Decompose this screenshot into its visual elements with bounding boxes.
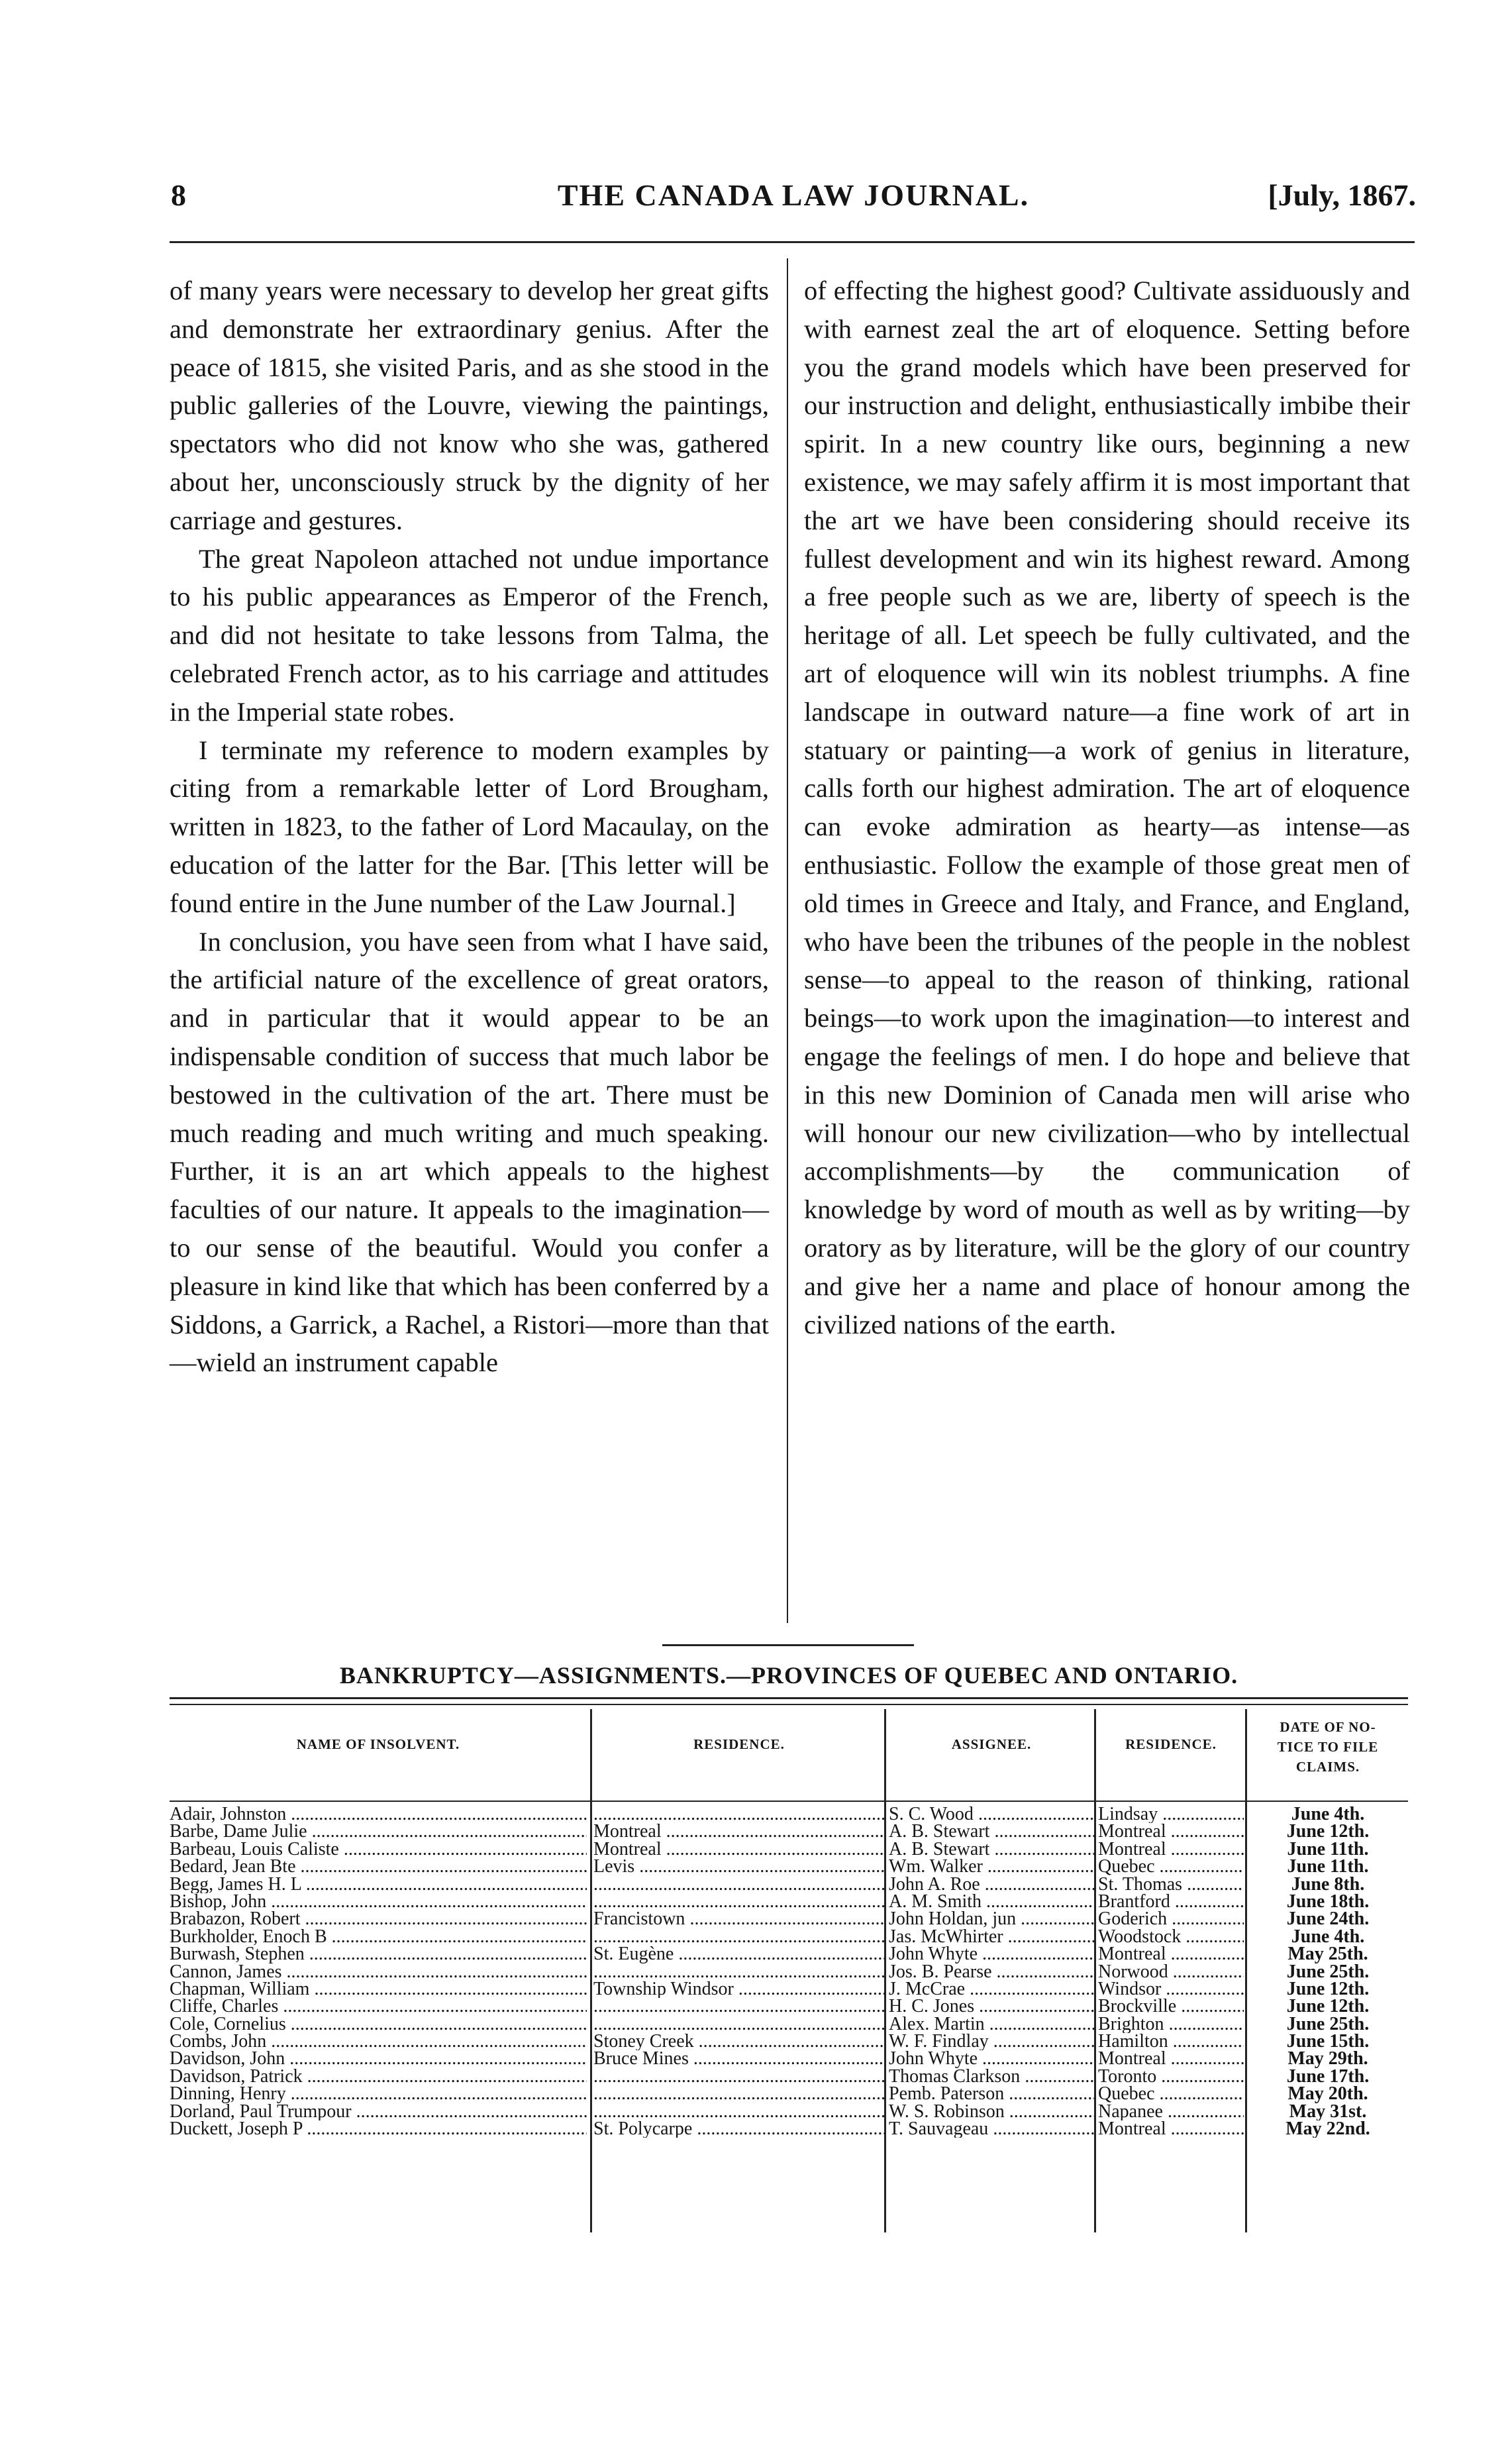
page-number: 8 [171,178,186,212]
residence: Stoney Creek ..... [593,2033,885,2050]
assignee-residence: Montreal ..... [1098,1841,1244,1858]
claim-date: June 25th. [1286,1963,1370,1981]
assignee: Thomas Clarkson ..... [889,2068,1094,2085]
insolvent-name: Adair, Johnston ..... [170,1806,587,1823]
insolvent-name: Dorland, Paul Trumpour ..... [170,2103,587,2120]
assignee: A. M. Smith ..... [889,1893,1094,1910]
paragraph: of effecting the highest good? Cultivate assiduously and with earnest zeal the art of eloquence. Setting before you the grand models which have been preserved for our instruction and delight, enthusiastically imbibe their spirit. In a new country like ours, beginning a new existence, we may safely affirm it is most important that the art we have been considering should receive its fullest development and win its highest reward. Among a free people such as we are, liberty of speech is the heritage of all. Let speech be fully cultivated, and the art of eloquence will win its noblest triumphs. A fine landscape in outward nature—a fine work of art in statuary or painting—a work of genius in literature, calls forth our highest admiration. The art of eloquence can evoke admiration as hearty—as intense—as enthusiastic. Follow the example of those great men of old times in Greece and Italy, and France, and England, who have been the tribunes of the people in the noblest sense—to appeal to the reason of thinking, rational beings—to work upon the imagination—to interest and engage the feelings of men. I do hope and believe that in this new Dominion of Canada men will arise who will honour our new civilization—who by intellectual accomplishments—by the communication of knowledge by word of mouth as well as by writing—by oratory as by literature, will be the glory of our country and give her a name and place of honour among the civilized nations of the earth. [804,276,1410,1339]
assignee: A. B. Stewart ..... [889,1823,1094,1840]
assignee: John Holdan, jun ..... [889,1910,1094,1928]
table-top-rule [170,1704,1408,1705]
residence [593,1806,885,1823]
assignee: A. B. Stewart ..... [889,1841,1094,1858]
residence: Levis ..... [593,1858,885,1875]
header-name: NAME OF INSOLVENT. [296,1736,460,1752]
issue-date: [July, 1867. [1268,178,1416,212]
header-rule [170,241,1415,243]
assignee: Pemb. Paterson ..... [889,2085,1094,2103]
residence: St. Eugène ..... [593,1946,885,1963]
residence: Bruce Mines ..... [593,2050,885,2067]
assignee-residence: Goderich ..... [1098,1910,1244,1928]
paragraph: In conclusion, you have seen from what I have said, the artificial nature of the excellence of great orators, and in particular that it would appear to be an indispensable condition of success that much labor be bestowed in the cultivation of the art. There must be much reading and much writing and much speaking. Further, it is an art which appeals to the highest faculties of our nature. It appeals to the imagination—to our sense of the beautiful. Would you confer a pleasure in kind like that which has been conferred by a Siddons, a Garrick, a Rachel, a Ristori—more than that—wield an instrument capable [170,926,769,1378]
assignee-residence: Woodstock ..... [1098,1928,1244,1946]
header-assignee-residence: RESIDENCE. [1125,1736,1217,1752]
claim-date: June 11th. [1287,1858,1369,1876]
claim-date: May 25th. [1287,1946,1368,1963]
residence [593,1876,885,1893]
insolvent-name: Cliffe, Charles ..... [170,1998,587,2015]
residence [593,2068,885,2085]
claim-date: May 22nd. [1285,2120,1370,2138]
assignee-residence: Brighton ..... [1098,2016,1244,2033]
claim-date: May 31st. [1289,2103,1367,2121]
claim-date: May 29th. [1287,2050,1368,2068]
residence [593,1928,885,1946]
table-row [170,1963,1408,1981]
assignee: S. C. Wood ..... [889,1806,1094,1823]
insolvent-name: Chapman, William ..... [170,1981,587,1998]
right-column [804,272,1410,1343]
residence: Township Windsor ..... [593,1981,885,1998]
assignee: J. McCrae ..... [889,1981,1094,1998]
table-header [170,1716,1408,1802]
claim-date: June 18th. [1286,1893,1370,1911]
table-row [170,2103,1408,2120]
assignee: Wm. Walker ..... [889,1858,1094,1875]
paragraph: I terminate my reference to modern examples by citing from a remarkable letter of Lord Brougham, written in 1823, to the father of Lord Macaulay, on the education of the latter for the Bar. [This letter will be found entire in the June number of the Law Journal.] [170,735,769,918]
assignee-residence: Montreal ..... [1098,1946,1244,1963]
insolvent-name: Cannon, James ..... [170,1963,587,1981]
claim-date: June 17th. [1286,2067,1370,2086]
insolvent-name: Brabazon, Robert ..... [170,1910,587,1928]
residence [593,1893,885,1910]
claim-date: June 8th. [1291,1875,1365,1893]
table-row [170,1928,1408,1946]
table-row [170,1981,1408,1998]
column-divider [787,258,788,1623]
assignee: W. F. Findlay ..... [889,2033,1094,2050]
table-row [170,1841,1408,1858]
table-row [170,1893,1408,1910]
assignee-residence: Montreal ..... [1098,2120,1244,2138]
header-date-line2: TICE TO FILE [1277,1739,1379,1755]
assignee-residence: Napanee ..... [1098,2103,1244,2120]
assignee: John A. Roe ..... [889,1876,1094,1893]
insolvent-name: Davidson, John ..... [170,2050,587,2067]
claim-date: June 4th. [1291,1806,1365,1824]
insolvent-name: Davidson, Patrick ..... [170,2068,587,2085]
claim-date: June 11th. [1287,1840,1369,1859]
paragraph: The great Napoleon attached not undue importance to his public appearances as Emperor of the French, and did not hesitate to take lessons from Talma, the celebrated French actor, as to his carriage and attitudes in the Imperial state robes. [170,543,769,727]
assignee: John Whyte ..... [889,2050,1094,2067]
claim-date: June 12th. [1286,1823,1370,1841]
assignee-residence: Norwood ..... [1098,1963,1244,1981]
table-row [170,2016,1408,2033]
table-row [170,2085,1408,2103]
insolvent-name: Barbe, Dame Julie ..... [170,1823,587,1840]
assignee-residence: Toronto ..... [1098,2068,1244,2085]
assignee: W. S. Robinson ..... [889,2103,1094,2120]
assignee-residence: Quebec ..... [1098,1858,1244,1875]
assignee: Alex. Martin ..... [889,2016,1094,2033]
insolvent-name: Cole, Cornelius ..... [170,2016,587,2033]
table-row [170,1858,1408,1875]
residence [593,2016,885,2033]
insolvent-name: Dinning, Henry ..... [170,2085,587,2103]
claim-date: June 15th. [1286,2033,1370,2051]
residence: Francistown ..... [593,1910,885,1928]
table-row [170,1823,1408,1840]
table-row [170,1946,1408,1963]
assignee-residence: Montreal ..... [1098,2050,1244,2067]
table-body [170,1806,1408,2138]
table-row [170,1998,1408,2015]
residence: Montreal ..... [593,1841,885,1858]
left-column [170,272,769,1382]
assignee-residence: Quebec ..... [1098,2085,1244,2103]
journal-title: THE CANADA LAW JOURNAL. [557,178,1030,212]
residence [593,1963,885,1981]
paragraph: of many years were necessary to develop her great gifts and demonstrate her extraordinary genius. After the peace of 1815, she visited Paris, and as she stood in the public galleries of the Louvre, viewing the paintings, spectators who did not know who she was, gathered about her, unconsciously struck by the dignity of her carriage and gestures. [170,276,769,535]
assignee-residence: St. Thomas ..... [1098,1876,1244,1893]
assignee: John Whyte ..... [889,1946,1094,1963]
assignee: Jos. B. Pearse ..... [889,1963,1094,1981]
claim-date: June 12th. [1286,1980,1370,1999]
claim-date: June 4th. [1291,1928,1365,1946]
header-residence: RESIDENCE. [693,1736,785,1752]
insolvent-name: Bishop, John ..... [170,1893,587,1910]
assignee: T. Sauvageau ..... [889,2120,1094,2138]
assignee-residence: Windsor ..... [1098,1981,1244,1998]
insolvent-name: Burwash, Stephen ..... [170,1946,587,1963]
header-assignee: ASSIGNEE. [951,1736,1032,1752]
table-row [170,1910,1408,1928]
insolvent-name: Begg, James H. L ..... [170,1876,587,1893]
page-header [171,178,1416,224]
table-row [170,2033,1408,2050]
table-row [170,2120,1408,2138]
assignee-residence: Hamilton ..... [1098,2033,1244,2050]
claim-date: June 25th. [1286,2015,1370,2034]
residence [593,2085,885,2103]
claim-date: June 24th. [1286,1910,1370,1928]
residence: Montreal ..... [593,1823,885,1840]
table-row [170,1806,1408,1823]
claim-date: June 12th. [1286,1998,1370,2016]
insolvent-name: Barbeau, Louis Caliste ..... [170,1841,587,1858]
assignee-residence: Brantford ..... [1098,1893,1244,1910]
insolvent-name: Bedard, Jean Bte ..... [170,1858,587,1875]
residence: St. Polycarpe ..... [593,2120,885,2138]
claim-date: May 20th. [1287,2085,1368,2103]
table-row [170,2050,1408,2067]
assignee: Jas. McWhirter ..... [889,1928,1094,1946]
insolvent-name: Burkholder, Enoch B ..... [170,1928,587,1946]
assignee: H. C. Jones ..... [889,1998,1094,2015]
assignee-residence: Lindsay ..... [1098,1806,1244,1823]
assignee-residence: Montreal ..... [1098,1823,1244,1840]
assignee-residence: Brockville ..... [1098,1998,1244,2015]
header-date-line1: DATE OF NO- [1280,1719,1376,1735]
table-header-rule [170,1801,1408,1802]
insolvent-name: Duckett, Joseph P ..... [170,2120,587,2138]
header-date-line3: CLAIMS. [1295,1759,1360,1775]
insolvent-name: Combs, John ..... [170,2033,587,2050]
table-top-rule [170,1697,1408,1699]
residence [593,1998,885,2015]
table-title: BANKRUPTCY—ASSIGNMENTS.—PROVINCES OF QUEBEC AND ONTARIO. [339,1662,1238,1689]
residence [593,2103,885,2120]
table-row [170,2068,1408,2085]
table-row [170,1876,1408,1893]
section-rule [662,1644,914,1646]
